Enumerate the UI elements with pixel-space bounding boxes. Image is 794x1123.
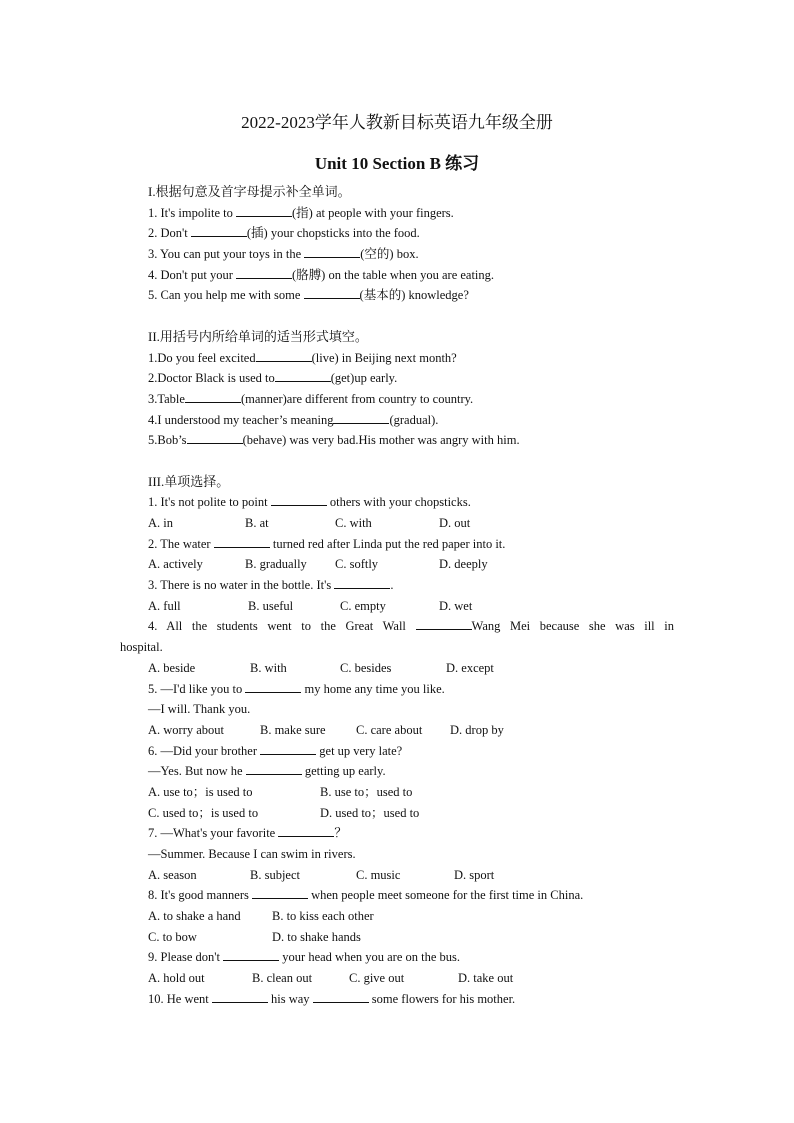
answer-blank[interactable] [256,349,312,362]
s3-q2-options [148,554,794,575]
s3-q8-options-row2 [148,927,794,948]
answer-blank[interactable] [260,742,316,755]
option-d[interactable]: D. used to；used to [320,805,420,820]
answer-blank[interactable] [271,493,327,506]
worksheet-content [0,182,794,1010]
option-c[interactable]: C. give out [349,971,405,986]
spacer [0,451,794,472]
s1-question-3: 3. You can put your toys in the (空的) box. [148,247,419,262]
s2-question-3: 3.Table (manner)are different from country to country. [148,391,474,406]
option-b[interactable]: B. to kiss each other [272,909,374,924]
s3-question-4: 4. All the students went to the Great Wall Wang Mei because she was ill in [148,619,674,634]
option-d[interactable]: D. out [439,516,471,530]
section-1-heading: I.根据句意及首字母提示补全单词。 [148,184,351,199]
answer-blank[interactable] [236,266,292,279]
s3-question-8: 8. It's good manners when people meet someone for the first time in China. [148,888,584,903]
s3-q9-options [148,968,794,989]
option-a[interactable]: A. actively [148,557,203,572]
answer-blank[interactable] [304,245,360,258]
option-d[interactable]: D. to shake hands [272,929,361,944]
option-c[interactable]: C. with [335,516,372,530]
option-b[interactable]: B. with [250,660,287,675]
answer-blank[interactable] [275,369,331,382]
option-c[interactable]: C. besides [340,660,392,675]
option-d[interactable]: D. wet [439,598,473,613]
s3-question-6: 6. —Did your brother get up very late? [148,743,403,758]
option-a[interactable]: A. hold out [148,971,205,986]
s3-q4-options [148,658,794,679]
s3-q8-options-row1 [148,906,794,927]
worksheet-subtitle: Unit 10 Section B 练习 [314,154,480,173]
answer-blank[interactable] [304,286,360,299]
section-3-heading: III.单项选择。 [148,473,230,489]
option-d[interactable]: D. drop by [450,722,504,737]
answer-blank[interactable] [252,886,308,899]
s3-q7-reply: —Summer. Because I can swim in rivers. [148,847,356,862]
s3-question-1: 1. It's not polite to point others with your chopsticks. [148,495,471,510]
s2-question-4: 4.I understood my teacher’s meaning (gradual). [148,412,439,427]
option-b[interactable]: B. subject [250,867,300,882]
s3-q1-options [148,513,794,534]
answer-blank[interactable] [223,948,279,961]
answer-blank[interactable] [334,576,390,589]
option-c[interactable]: C. to bow [148,929,197,944]
option-b[interactable]: B. gradually [245,557,307,572]
option-b[interactable]: B. at [245,516,269,530]
s1-question-4: 4. Don't put your (胳膊) on the table when you are eating. [148,267,495,282]
s3-q7-options [148,865,794,886]
section-2-heading: II.用括号内所给单词的适当形式填空。 [148,328,368,344]
s2-question-1: 1.Do you feel excited (live) in Beijing next month? [148,350,457,365]
answer-blank[interactable] [278,824,334,837]
option-b[interactable]: B. use to；used to [320,784,413,799]
option-d[interactable]: D. deeply [439,557,488,572]
option-a[interactable]: A. in [148,516,173,530]
option-a[interactable]: A. full [148,598,181,613]
s3-q6-reply: —Yes. But now he getting up early. [148,764,386,779]
option-a[interactable]: A. worry about [148,722,225,737]
option-c[interactable]: C. softly [335,557,379,572]
answer-blank[interactable] [187,431,243,444]
worksheet-title: 2022-2023学年人教新目标英语九年级全册 [241,113,553,132]
option-b[interactable]: B. useful [248,598,294,613]
answer-blank[interactable] [416,617,472,630]
s3-q6-options-row2 [148,803,794,824]
answer-blank[interactable] [236,204,292,217]
s2-question-2: 2.Doctor Black is used to (get)up early. [148,371,398,386]
option-b[interactable]: B. make sure [260,722,326,737]
answer-blank[interactable] [185,390,241,403]
option-c[interactable]: C. care about [356,722,423,737]
answer-blank[interactable] [333,411,389,424]
s3-question-10: 10. He went his way some flowers for his mother. [148,991,516,1006]
option-a[interactable]: A. use to；is used to [148,784,253,799]
s3-question-3: 3. There is no water in the bottle. It's . [148,578,394,593]
answer-blank[interactable] [246,762,302,775]
option-a[interactable]: A. season [148,867,197,882]
option-a[interactable]: A. beside [148,660,196,675]
answer-blank[interactable] [245,680,301,693]
s2-question-5: 5.Bob’s (behave) was very bad.His mother was angry with him. [148,433,520,448]
option-c[interactable]: C. music [356,867,401,882]
option-d[interactable]: D. sport [454,867,495,882]
s3-question-9: 9. Please don't your head when you are on the bus. [148,950,461,965]
s3-question-7: 7. —What's your favorite ？ [148,826,347,841]
s3-q5-options [148,720,794,741]
option-d[interactable]: D. except [446,660,494,675]
s3-question-4-continued: hospital. [120,640,163,655]
s1-question-1: 1. It's impolite to (指) at people with your fingers. [148,205,454,220]
s3-q6-options-row1 [148,782,794,803]
option-b[interactable]: B. clean out [252,971,313,986]
answer-blank[interactable] [212,990,268,1003]
option-a[interactable]: A. to shake a hand [148,909,241,924]
option-c[interactable]: C. empty [340,598,386,613]
s1-question-5: 5. Can you help me with some (基本的) knowledge? [148,288,469,303]
option-c[interactable]: C. used to；is used to [148,805,259,820]
spacer [0,306,794,327]
s3-q5-reply: —I will. Thank you. [148,702,251,717]
s3-question-2: 2. The water turned red after Linda put the red paper into it. [148,536,506,551]
option-d[interactable]: D. take out [458,971,514,986]
s3-question-5: 5. —I'd like you to my home any time you like. [148,681,445,696]
answer-blank[interactable] [214,535,270,548]
answer-blank[interactable] [191,224,247,237]
s1-question-2: 2. Don't (插) your chopsticks into the food. [148,226,420,241]
answer-blank[interactable] [313,990,369,1003]
s3-q3-options [148,596,794,617]
